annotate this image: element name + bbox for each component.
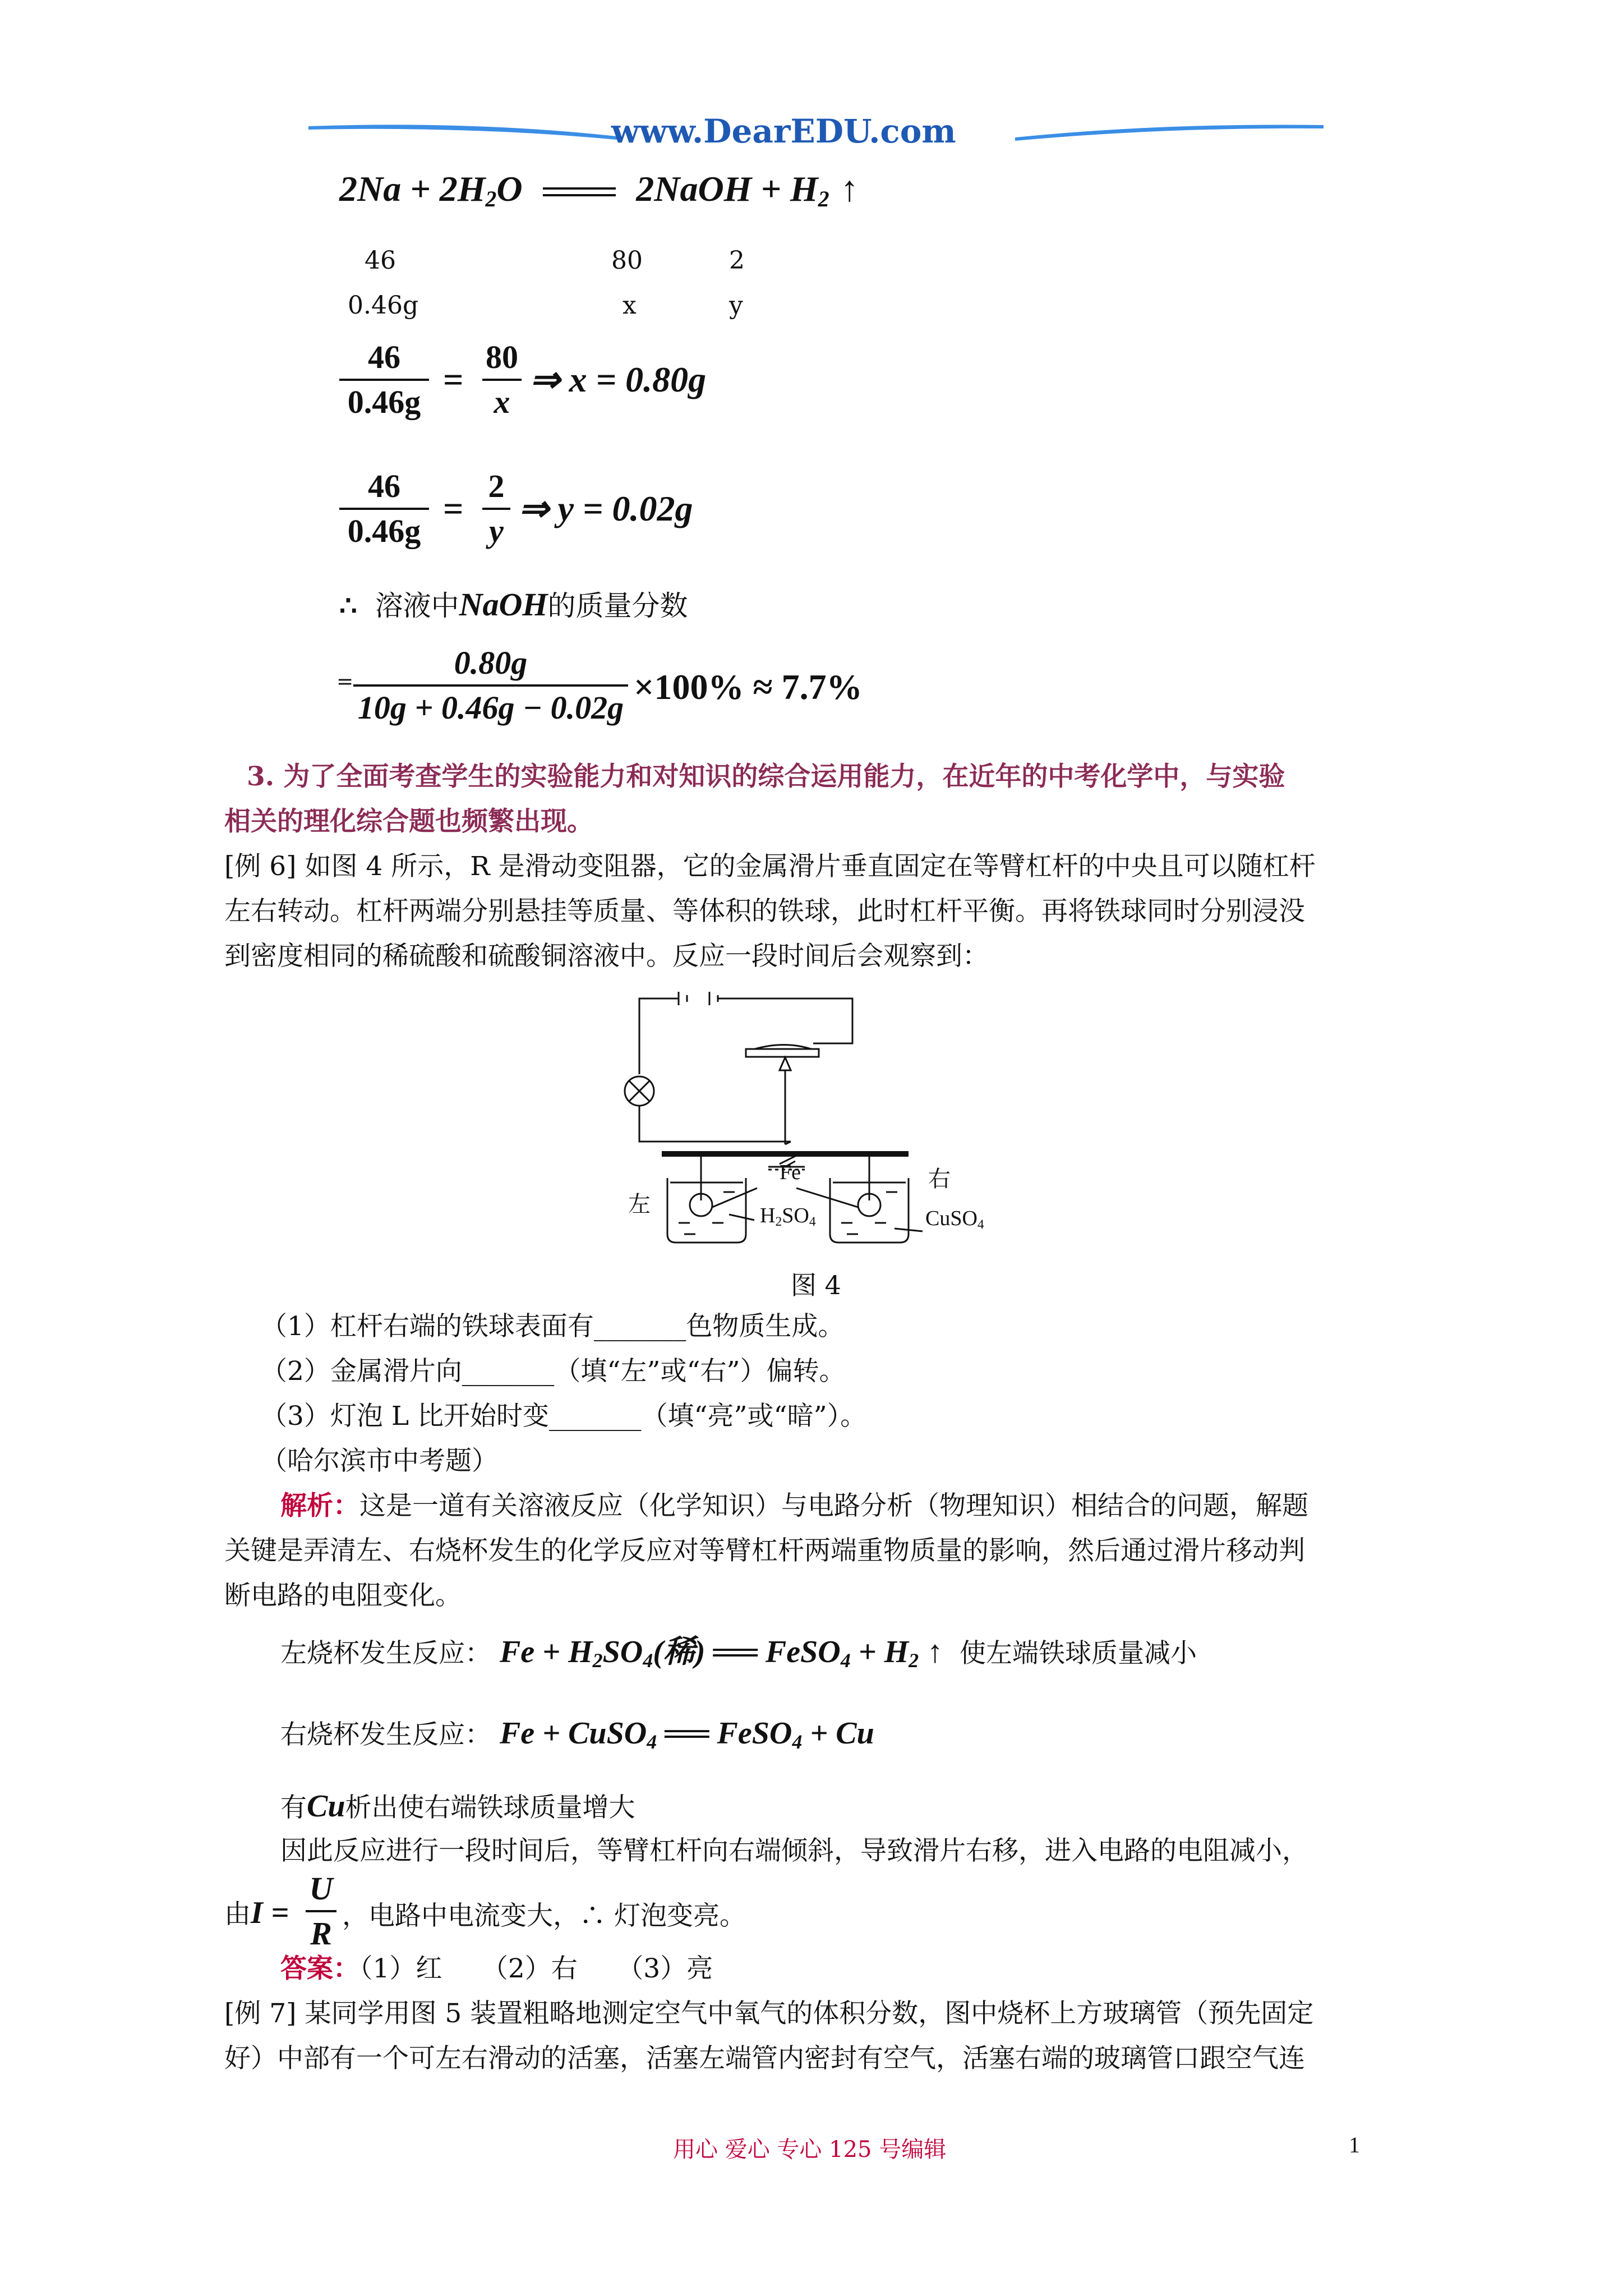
final-equals: = (336, 670, 354, 693)
example6-line1: [例 6] 如图 4 所示，R 是滑动变阻器，它的金属滑片垂直固定在等臂杠杆的中央且可以随杠杆 (224, 851, 1316, 882)
example6-line2: 左右转动。杠杆两端分别悬挂等质量、等体积的铁球，此时杠杆平衡。再将铁球同时分别浸没 (224, 896, 1305, 927)
question-1: （1）杠杆右端的铁球表面有_______色物质生成。 (261, 1311, 845, 1342)
question-source: （哈尔滨市中考题） (261, 1446, 498, 1476)
footer-editor-note: 用心 爱心 专心 125 号编辑 (673, 2137, 947, 2162)
ohm-line-suffix: ，电路中电流变大，∴ 灯泡变亮。 (342, 1901, 746, 1931)
fraction-80-over-x: 80 x (482, 339, 522, 420)
fraction-46-over-046: 46 0.46g (339, 339, 429, 420)
analysis-line1: 解析：这是一道有关溶液反应（化学知识）与电路分析（物理知识）相结合的问题，解题 (280, 1490, 1308, 1521)
section-3-heading-line1: 3. 为了全面考查学生的实验能力和对知识的综合运用能力，在近年的中考化学中，与实验 (247, 761, 1285, 792)
page-number: 1 (1349, 2132, 1360, 2157)
equals-sign: = (443, 489, 464, 528)
figure-4-caption: 图 4 (791, 1270, 841, 1300)
result-y: ⇒ y = 0.02g (519, 489, 693, 528)
fraction-46-over-046-b: 46 0.46g (339, 468, 429, 549)
left-beaker-reaction: 左烧杯发生反应： $Fe + H_2SO_4$(稀) ══ FeSO$_4$ + $H_2$ ↑ 使左端铁球质量减小 (280, 1635, 1197, 1672)
figure-label-cuso4: CuSO$_4$ (925, 1207, 984, 1232)
question-3: （3）灯泡 L 比开始时变_______（填“亮”或“暗”）。 (261, 1401, 867, 1432)
right-beaker-reaction: 右烧杯发生反应： Fe + CuSO$_4$ ══ FeSO$_4$ + Cu (280, 1716, 874, 1753)
because-line: 因此反应进行一段时间后，等臂杠杆向右端倾斜，导致滑片右移，进入电路的电阻减小， (280, 1835, 1308, 1866)
final-result: ×100% ≈ 7.7% (634, 667, 863, 707)
question-2: （2）金属滑片向_______（填“左”或“右”）偏转。 (261, 1356, 846, 1387)
mass-row-given: 0.46g x y (348, 291, 743, 320)
figure-label-fe: Fe (780, 1161, 801, 1184)
fraction-2-over-y: 2 y (482, 468, 510, 549)
figure-label-left: 左 (628, 1191, 651, 1217)
analysis-line2: 关键是弄清左、右烧杯发生的化学反应对等臂杠杆两端重物质量的影响，然后通过滑片移动判 (224, 1535, 1305, 1566)
figure-label-right: 右 (928, 1166, 951, 1192)
equals-sign: = (443, 360, 464, 399)
final-fraction: 0.80g 10g + 0.46g − 0.02g (353, 645, 628, 726)
ohm-fraction: U R (306, 1871, 336, 1952)
analysis-line3: 断电路的电阻变化。 (224, 1580, 462, 1611)
header-site-logo: www.DearEDU.com (611, 112, 956, 150)
mass-row-molar: 46 80 2 (365, 246, 745, 275)
cu-precipitation-line: 有Cu析出使右端铁球质量增大 (280, 1789, 635, 1824)
ohm-line-prefix: 由I = (224, 1895, 289, 1930)
answer-line: 答案：（1）红 （2）右 （3）亮 (280, 1953, 713, 1984)
reaction-equation-na-water: $2Na + 2H_2O$ 2NaOH + $H_2$ ↑ (339, 169, 859, 211)
figure-label-h2so4: $H_2SO_4$ (760, 1204, 816, 1229)
example6-line3: 到密度相同的稀硫酸和硫酸铜溶液中。反应一段时间后会观察到： (224, 941, 989, 972)
result-x: ⇒ x = 0.80g (530, 360, 707, 399)
example7-line1: [例 7] 某同学用图 5 装置粗略地测定空气中氧气的体积分数，图中烧杯上方玻璃管（预先固定 (224, 1998, 1314, 2029)
example7-line2: 好）中部有一个可左右滑动的活塞，活塞左端管内密封有空气，活塞右端的玻璃管口跟空气连 (224, 2043, 1305, 2074)
therefore-line: ∴ 溶液中NaOH的质量分数 (339, 586, 688, 623)
section-3-heading-line2: 相关的理化综合题也频繁出现。 (224, 806, 593, 837)
